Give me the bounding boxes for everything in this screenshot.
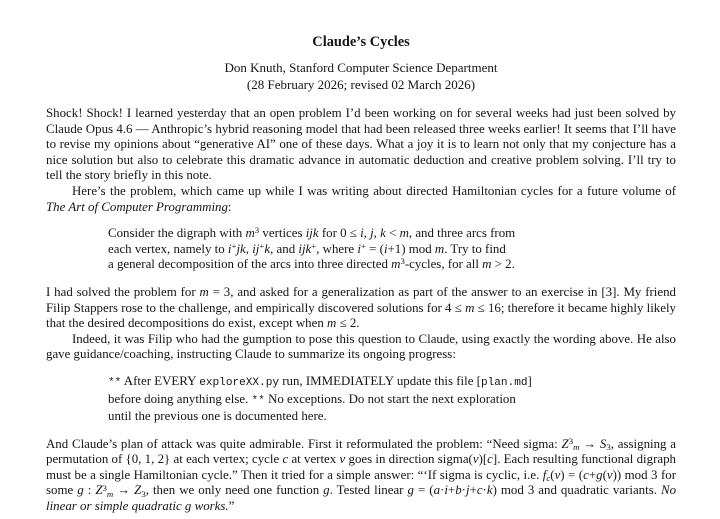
text-segment: I had solved the problem for [46, 284, 200, 299]
text-segment: 3 [400, 256, 405, 267]
text-segment: g [77, 483, 84, 498]
text-segment: k [486, 483, 493, 498]
text-segment: c [583, 467, 589, 482]
text-segment: Indeed, it was Filip who had the gumption to pose this question to Claude, using exactly the wording above. He also gave guidance/coaching, instructing Claude to summarize its ongoing progress: [46, 331, 676, 362]
text-segment: : [83, 483, 96, 498]
paragraph [46, 285, 676, 332]
text-segment: c [546, 473, 551, 484]
text-segment: < [385, 226, 400, 241]
quote-line [108, 374, 614, 392]
text-segment: = ( [365, 241, 384, 256]
text-segment: m [482, 257, 492, 272]
text-segment: Z [134, 483, 142, 498]
quote-line [108, 409, 614, 425]
text-segment: m [391, 257, 401, 272]
text-segment: m [434, 241, 445, 256]
text-segment: v [339, 452, 346, 467]
block-quote [108, 226, 614, 273]
text-segment: Z [561, 436, 569, 451]
text-segment: v [472, 452, 479, 467]
text-segment: g [407, 483, 414, 498]
text-segment: c [476, 483, 483, 498]
paragraph [46, 437, 676, 515]
text-segment: m [399, 226, 409, 241]
text-segment: The Art of Computer Programming [46, 199, 228, 214]
text-segment: a [433, 483, 441, 498]
text-segment: before doing anything else. [108, 391, 252, 406]
document-body [46, 106, 676, 515]
text-segment: 3 [568, 435, 574, 446]
text-segment: ijk [305, 226, 319, 241]
text-segment: ** [108, 376, 122, 389]
text-segment: a general decomposition of the arcs into three directed [108, 257, 392, 272]
text-segment: + [469, 483, 477, 498]
text-segment: + [231, 240, 237, 251]
text-segment: , assigning a permutation of {0, 1, 2} at each vertex; cycle [46, 436, 677, 467]
text-segment: m [327, 316, 337, 331]
text-segment: · [440, 483, 445, 498]
text-segment: = 3, and asked for a generalization as part of the answer to an exercise in [3]. My friend Filip Stappers rose to the challenge, and empirically discovered solutions for 4 ≤ [46, 284, 676, 315]
text-segment: ) mod 3 and quadratic variants. [492, 483, 661, 498]
text-segment: ) = ( [560, 467, 584, 482]
text-segment: b [455, 483, 462, 498]
text-segment: f [542, 467, 547, 482]
text-segment: = ( [413, 483, 434, 498]
text-segment: ≤ 16; therefore it became highly likely that the desired decompositions do exist, except when [46, 300, 676, 331]
text-segment: → [113, 483, 135, 498]
quote-line [108, 226, 614, 242]
text-segment: c [487, 452, 493, 467]
text-segment: each vertex, namely to [108, 241, 228, 256]
author-line: Don Knuth, Stanford Computer Science Department [224, 60, 498, 75]
text-segment: +1) mod [387, 241, 435, 256]
text-segment: c [282, 452, 289, 467]
quote-line [108, 257, 614, 273]
text-segment: Shock! Shock! I learned yesterday that an open problem I’d been working on for several weeks had just been solved by Claude Opus 4.6 — Anthropic’s hybrid reasoning model that had been released three weeks earlier! It seems that I’ll have to revise my opinions about “generative AI” one of these days. What a joy it is to learn not only that my conjecture has a nice solution but also to celebrate this dramatic advance in automatic deduction and creative problem solving. I’ll try to tell the story briefly in this note. [46, 106, 676, 183]
text-segment: . Try to find [444, 241, 506, 256]
text-segment: 3 [141, 488, 146, 499]
text-segment: ≤ 2. [336, 316, 360, 331]
text-segment: plan.md [480, 376, 528, 389]
text-segment: , where [316, 241, 358, 256]
text-segment: Here’s the problem, which came up while I was writing about directed Hamiltonian cycles for a future volume of [72, 183, 676, 198]
text-segment: Consider the digraph with [108, 226, 246, 241]
text-segment: + [588, 467, 597, 482]
text-segment: · [461, 483, 466, 498]
text-segment: > 2. [491, 257, 515, 272]
document-header [46, 34, 676, 93]
text-segment: After EVERY [121, 373, 200, 388]
text-segment: No exceptions. Do not start the next exploration [264, 391, 516, 406]
text-segment: g [596, 467, 603, 482]
text-segment: , and [270, 241, 299, 256]
text-segment: exploreXX.py [199, 376, 280, 389]
text-segment: at vertex [288, 452, 340, 467]
text-segment: + [360, 240, 366, 251]
document-title: Claude’s Cycles [312, 34, 410, 50]
text-segment: m [573, 442, 580, 453]
paragraph [46, 184, 676, 215]
text-segment: Z [95, 483, 103, 498]
text-segment: j [465, 483, 470, 498]
text-segment: i [227, 241, 232, 256]
text-segment: 3 [606, 442, 611, 453]
text-segment: ** [251, 394, 265, 407]
text-segment: -cycles, for all [404, 257, 483, 272]
text-segment: No linear or simple quadratic g works. [46, 483, 677, 514]
text-segment: i [383, 241, 388, 256]
text-segment: ( [550, 467, 555, 482]
text-segment: )) mod 3 for some [46, 467, 676, 498]
date-line: (28 February 2026; revised 02 March 2026) [246, 76, 476, 92]
paragraph [46, 332, 676, 363]
text-segment: ] [527, 373, 532, 388]
text-segment: m [465, 300, 475, 315]
text-segment: i, j, k [360, 226, 386, 241]
text-segment: ijk [298, 241, 312, 256]
text-segment: ij [252, 241, 260, 256]
text-segment: : [227, 199, 232, 214]
text-segment: for 0 ≤ [318, 226, 361, 241]
text-segment: · [482, 483, 487, 498]
text-segment: , and three arcs from [408, 226, 516, 241]
text-segment: And Claude’s plan of attack was quite admirable. First it reformulated the problem: “Need sigma: [46, 436, 562, 451]
text-segment: i [444, 483, 448, 498]
text-segment: m [245, 226, 255, 241]
text-segment: g [323, 483, 330, 498]
block-quote [108, 374, 614, 425]
text-segment: 3 [102, 482, 107, 493]
quote-line [108, 242, 614, 258]
text-segment: run, IMMEDIATELY update this file [ [279, 373, 481, 388]
text-segment: + [447, 483, 456, 498]
text-segment: )[ [478, 452, 488, 467]
text-segment: ( [602, 467, 607, 482]
text-segment: v [606, 467, 613, 482]
text-segment: S [599, 436, 607, 451]
text-segment: , then we only need one function [145, 483, 324, 498]
text-segment: k [264, 241, 271, 256]
text-segment: + [259, 240, 265, 251]
text-segment: until the previous one is documented here. [108, 409, 327, 424]
text-segment: v [554, 467, 561, 482]
text-segment: . Tested linear [329, 483, 408, 498]
text-segment: goes in direction sigma( [345, 452, 473, 467]
paragraph [46, 106, 676, 184]
text-segment: m [199, 284, 209, 299]
text-segment: ” [228, 499, 235, 514]
text-segment: , [245, 241, 253, 256]
text-segment: jk [236, 241, 246, 256]
text-segment: ]. Each resulting functional digraph must be a single Hamiltonian cycle.” Then it tried for a simple answer: “‘If sigma is cyclic, i.e. [46, 452, 676, 482]
text-segment: 3 [254, 225, 260, 236]
text-segment: vertices [259, 226, 306, 241]
quote-line [108, 392, 614, 410]
text-segment: + [311, 240, 317, 251]
text-segment: m [106, 488, 114, 499]
text-segment: → [579, 436, 600, 451]
text-segment: i [357, 241, 361, 256]
